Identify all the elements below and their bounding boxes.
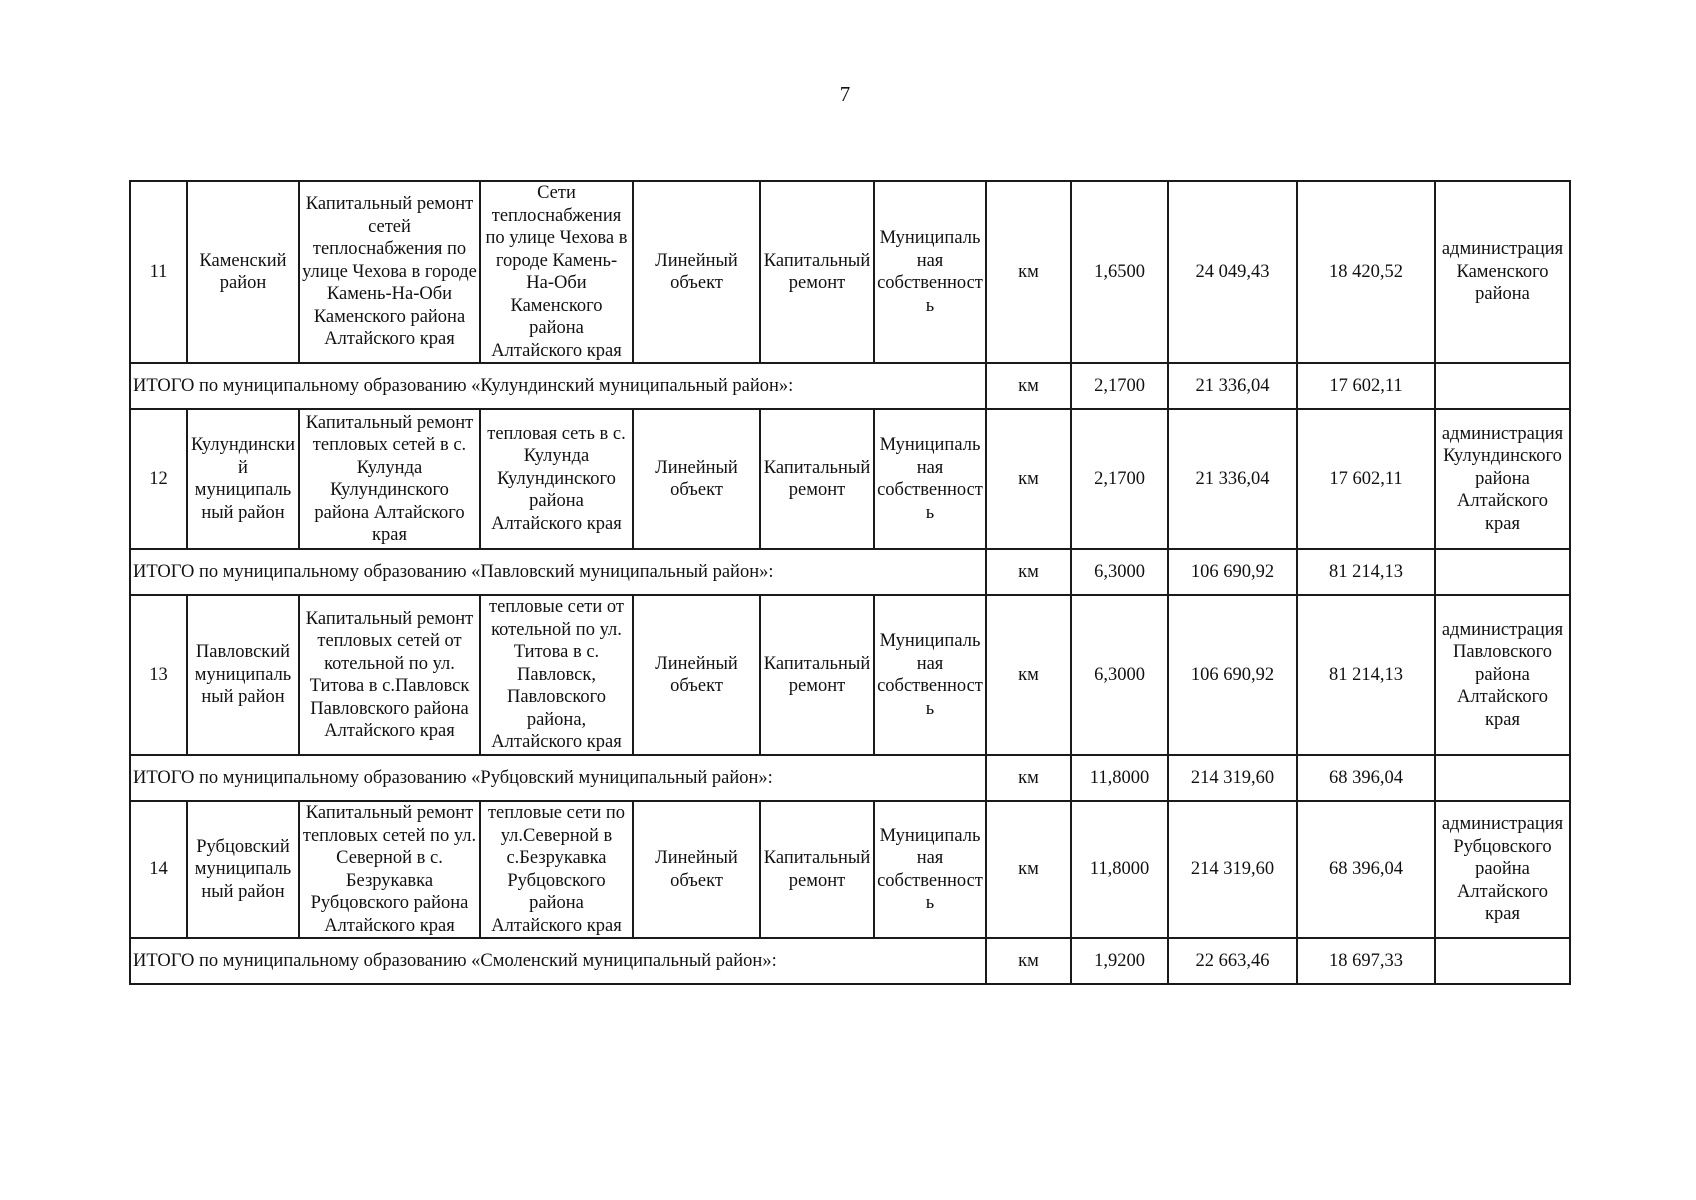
work-type: Капитальный ремонт — [760, 801, 874, 938]
table-row — [130, 801, 1570, 938]
unit: км — [986, 595, 1071, 755]
total-row — [130, 549, 1570, 595]
total-subsidy: 68 396,04 — [1297, 755, 1435, 801]
object-name: тепловая сеть в с. Кулунда Кулундинского района Алтайского края — [480, 409, 633, 549]
total-length: 1,9200 — [1071, 938, 1168, 984]
object-name: тепловые сети от котельной по ул. Титова в с. Павловск, Павловского района, Алтайского края — [480, 595, 633, 755]
length-value: 1,6500 — [1071, 181, 1168, 363]
total-label: ИТОГО по муниципальному образованию «Смоленский муниципальный район»: — [130, 938, 986, 984]
customer-name: администрация Павловского района Алтайского края — [1435, 595, 1570, 755]
total-cost: 21 336,04 — [1168, 363, 1297, 409]
object-type: Линейный объект — [633, 409, 760, 549]
work-description: Капитальный ремонт тепловых сетей в с. Кулунда Кулундинского района Алтайского края — [299, 409, 480, 549]
work-description: Капитальный ремонт сетей теплоснабжения по улице Чехова в городе Камень-На-Оби Каменского района Алтайского края — [299, 181, 480, 363]
total-subsidy: 81 214,13 — [1297, 549, 1435, 595]
customer-name: администрация Рубцовского раойна Алтайского края — [1435, 801, 1570, 938]
cost-value: 106 690,92 — [1168, 595, 1297, 755]
total-unit: км — [986, 938, 1071, 984]
ownership: Муниципальная собственность — [874, 409, 986, 549]
total-length: 11,8000 — [1071, 755, 1168, 801]
district-name: Павловский муниципальный район — [187, 595, 299, 755]
total-length: 6,3000 — [1071, 549, 1168, 595]
total-cost: 214 319,60 — [1168, 755, 1297, 801]
customer-name: администрация Каменского района — [1435, 181, 1570, 363]
object-name: Сети теплоснабжения по улице Чехова в городе Камень-На-Оби Каменского района Алтайского края — [480, 181, 633, 363]
subsidy-value: 18 420,52 — [1297, 181, 1435, 363]
row-number: 11 — [130, 181, 187, 363]
total-label: ИТОГО по муниципальному образованию «Кулундинский муниципальный район»: — [130, 363, 986, 409]
total-length: 2,1700 — [1071, 363, 1168, 409]
total-empty-cell — [1435, 549, 1570, 595]
table-row — [130, 409, 1570, 549]
subsidy-value: 68 396,04 — [1297, 801, 1435, 938]
unit: км — [986, 801, 1071, 938]
total-label: ИТОГО по муниципальному образованию «Рубцовский муниципальный район»: — [130, 755, 986, 801]
district-name: Кулундинский муниципальный район — [187, 409, 299, 549]
customer-name: администрация Кулундинского района Алтайского края — [1435, 409, 1570, 549]
total-empty-cell — [1435, 755, 1570, 801]
total-unit: км — [986, 549, 1071, 595]
subsidy-value: 81 214,13 — [1297, 595, 1435, 755]
work-type: Капитальный ремонт — [760, 595, 874, 755]
total-label: ИТОГО по муниципальному образованию «Павловский муниципальный район»: — [130, 549, 986, 595]
work-type: Капитальный ремонт — [760, 181, 874, 363]
table-row — [130, 595, 1570, 755]
length-value: 6,3000 — [1071, 595, 1168, 755]
work-type: Капитальный ремонт — [760, 409, 874, 549]
total-cost: 22 663,46 — [1168, 938, 1297, 984]
cost-value: 214 319,60 — [1168, 801, 1297, 938]
district-name: Рубцовский муниципальный район — [187, 801, 299, 938]
unit: км — [986, 409, 1071, 549]
total-cost: 106 690,92 — [1168, 549, 1297, 595]
cost-value: 24 049,43 — [1168, 181, 1297, 363]
ownership: Муниципальная собственность — [874, 181, 986, 363]
total-row — [130, 938, 1570, 984]
ownership: Муниципальная собственность — [874, 595, 986, 755]
object-type: Линейный объект — [633, 801, 760, 938]
row-number: 12 — [130, 409, 187, 549]
work-description: Капитальный ремонт тепловых сетей от котельной по ул. Титова в с.Павловск Павловского района Алтайского края — [299, 595, 480, 755]
object-type: Линейный объект — [633, 181, 760, 363]
row-number: 13 — [130, 595, 187, 755]
total-row — [130, 755, 1570, 801]
unit: км — [986, 181, 1071, 363]
total-subsidy: 18 697,33 — [1297, 938, 1435, 984]
total-empty-cell — [1435, 363, 1570, 409]
page-number: 7 — [839, 82, 851, 106]
total-subsidy: 17 602,11 — [1297, 363, 1435, 409]
cost-value: 21 336,04 — [1168, 409, 1297, 549]
object-name: тепловые сети по ул.Северной в с.Безрукавка Рубцовского района Алтайского края — [480, 801, 633, 938]
total-unit: км — [986, 755, 1071, 801]
length-value: 11,8000 — [1071, 801, 1168, 938]
ownership: Муниципальная собственность — [874, 801, 986, 938]
registry-table — [129, 180, 1571, 985]
table-row — [130, 181, 1570, 363]
total-row — [130, 363, 1570, 409]
object-type: Линейный объект — [633, 595, 760, 755]
district-name: Каменский район — [187, 181, 299, 363]
total-empty-cell — [1435, 938, 1570, 984]
work-description: Капитальный ремонт тепловых сетей по ул. Северной в с. Безрукавка Рубцовского района Алтайского края — [299, 801, 480, 938]
total-unit: км — [986, 363, 1071, 409]
subsidy-value: 17 602,11 — [1297, 409, 1435, 549]
row-number: 14 — [130, 801, 187, 938]
length-value: 2,1700 — [1071, 409, 1168, 549]
